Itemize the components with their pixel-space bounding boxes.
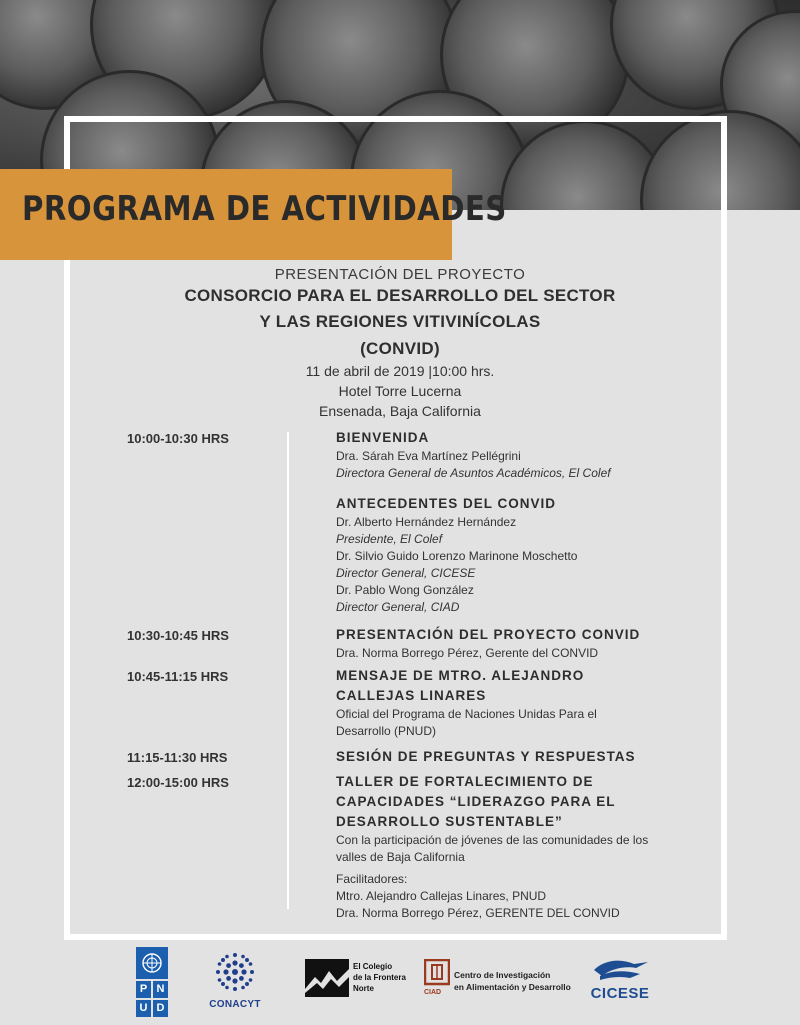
banner-title: PROGRAMA DE ACTIVIDADES [22,189,507,229]
session-title-line-1: TALLER DE FORTALECIMIENTO DE [336,774,594,789]
sponsor-logos [0,940,800,1025]
session-title: BIENVENIDA [336,430,430,445]
speaker-name: Dr. Alberto Hernández Hernández [336,515,517,529]
ciad-emblem-icon [424,959,450,989]
session-time: 10:45-11:15 HRS [127,669,229,684]
colef-line: de la Frontera [353,973,406,982]
session-block [336,747,676,767]
session-block [336,772,676,922]
session-block [336,625,676,662]
session-title-line-2: CAPACIDADES “LIDERAZGO PARA EL [336,794,616,809]
header-title-line-2: Y LAS REGIONES VITIVINÍCOLAS [259,312,541,331]
ciad-mark: CIAD [424,989,442,996]
session-block [336,428,676,482]
session-block [336,494,676,616]
event-header [100,266,700,421]
speaker-name: Dra. Sárah Eva Martínez Pellégrini [336,449,521,463]
session-block [336,666,676,740]
colef-line: Norte [353,984,374,993]
pnud-letter: U [136,1000,151,1017]
pnud-letter: P [136,981,151,998]
pnud-logo [136,947,168,1019]
header-subtitle: PRESENTACIÓN DEL PROYECTO [274,266,526,283]
pnud-letter: N [153,981,168,998]
session-detail: valles de Baja California [336,850,465,864]
conacyt-logo [200,952,270,1014]
session-detail: Dra. Norma Borrego Pérez, Gerente del CONVID [336,646,599,660]
facilitator: Dra. Norma Borrego Pérez, GERENTE DEL CONVID [336,906,620,920]
ciad-logo [424,959,574,1009]
session-title: ANTECEDENTES DEL CONVID [336,496,557,511]
session-title-line-1: MENSAJE DE MTRO. ALEJANDRO [336,668,585,683]
colef-line: El Colegio [353,962,393,971]
session-detail: Con la participación de jóvenes de las comunidades de los [336,833,649,847]
event-venue: Hotel Torre Lucerna [338,383,462,399]
title-banner [0,169,507,260]
header-title-line-1: CONSORCIO PARA EL DESARROLLO DEL SECTOR [184,286,616,305]
ciad-line: Centro de Investigación [454,970,551,980]
colef-logo [305,959,415,1007]
session-title: PRESENTACIÓN DEL PROYECTO CONVID [336,627,641,642]
session-title: SESIÓN DE PREGUNTAS Y RESPUESTAS [336,749,636,764]
schedule-divider [287,432,289,909]
conacyt-dots-icon [215,952,255,992]
speaker-name: Dr. Pablo Wong González [336,583,474,597]
session-time: 12:00-15:00 HRS [127,775,229,790]
cicese-logo [582,956,658,1008]
speaker-name: Dr. Silvio Guido Lorenzo Marinone Moschetto [336,549,578,563]
facilitators-label: Facilitadores: [336,872,408,886]
speaker-role: Directora General de Asuntos Académicos, El Colef [336,466,611,480]
header-title-line-3: (CONVID) [360,339,440,358]
event-city: Ensenada, Baja California [319,403,481,419]
speaker-role: Director General, CICESE [336,566,476,580]
colef-mountain-icon [305,959,349,997]
un-emblem-icon [136,947,168,979]
cicese-pelican-icon [590,956,650,982]
ciad-line: en Alimentación y Desarrollo [454,982,571,992]
session-title-line-2: CALLEJAS LINARES [336,688,487,703]
session-time: 10:30-10:45 HRS [127,628,229,643]
cicese-name: CICESE [590,985,650,1002]
facilitator: Mtro. Alejandro Callejas Linares, PNUD [336,889,547,903]
speaker-role: Presidente, El Colef [336,532,443,546]
session-detail: Oficial del Programa de Naciones Unidas Para el [336,707,597,721]
speaker-role: Director General, CIAD [336,600,460,614]
conacyt-name: CONACYT [209,999,261,1010]
session-time: 11:15-11:30 HRS [127,750,228,765]
session-detail: Desarrollo (PNUD) [336,724,437,738]
pnud-letter: D [153,1000,168,1017]
event-date: 11 de abril de 2019 |10:00 hrs. [305,363,495,379]
session-time: 10:00-10:30 HRS [127,431,229,446]
session-title-line-3: DESARROLLO SUSTENTABLE” [336,814,563,829]
